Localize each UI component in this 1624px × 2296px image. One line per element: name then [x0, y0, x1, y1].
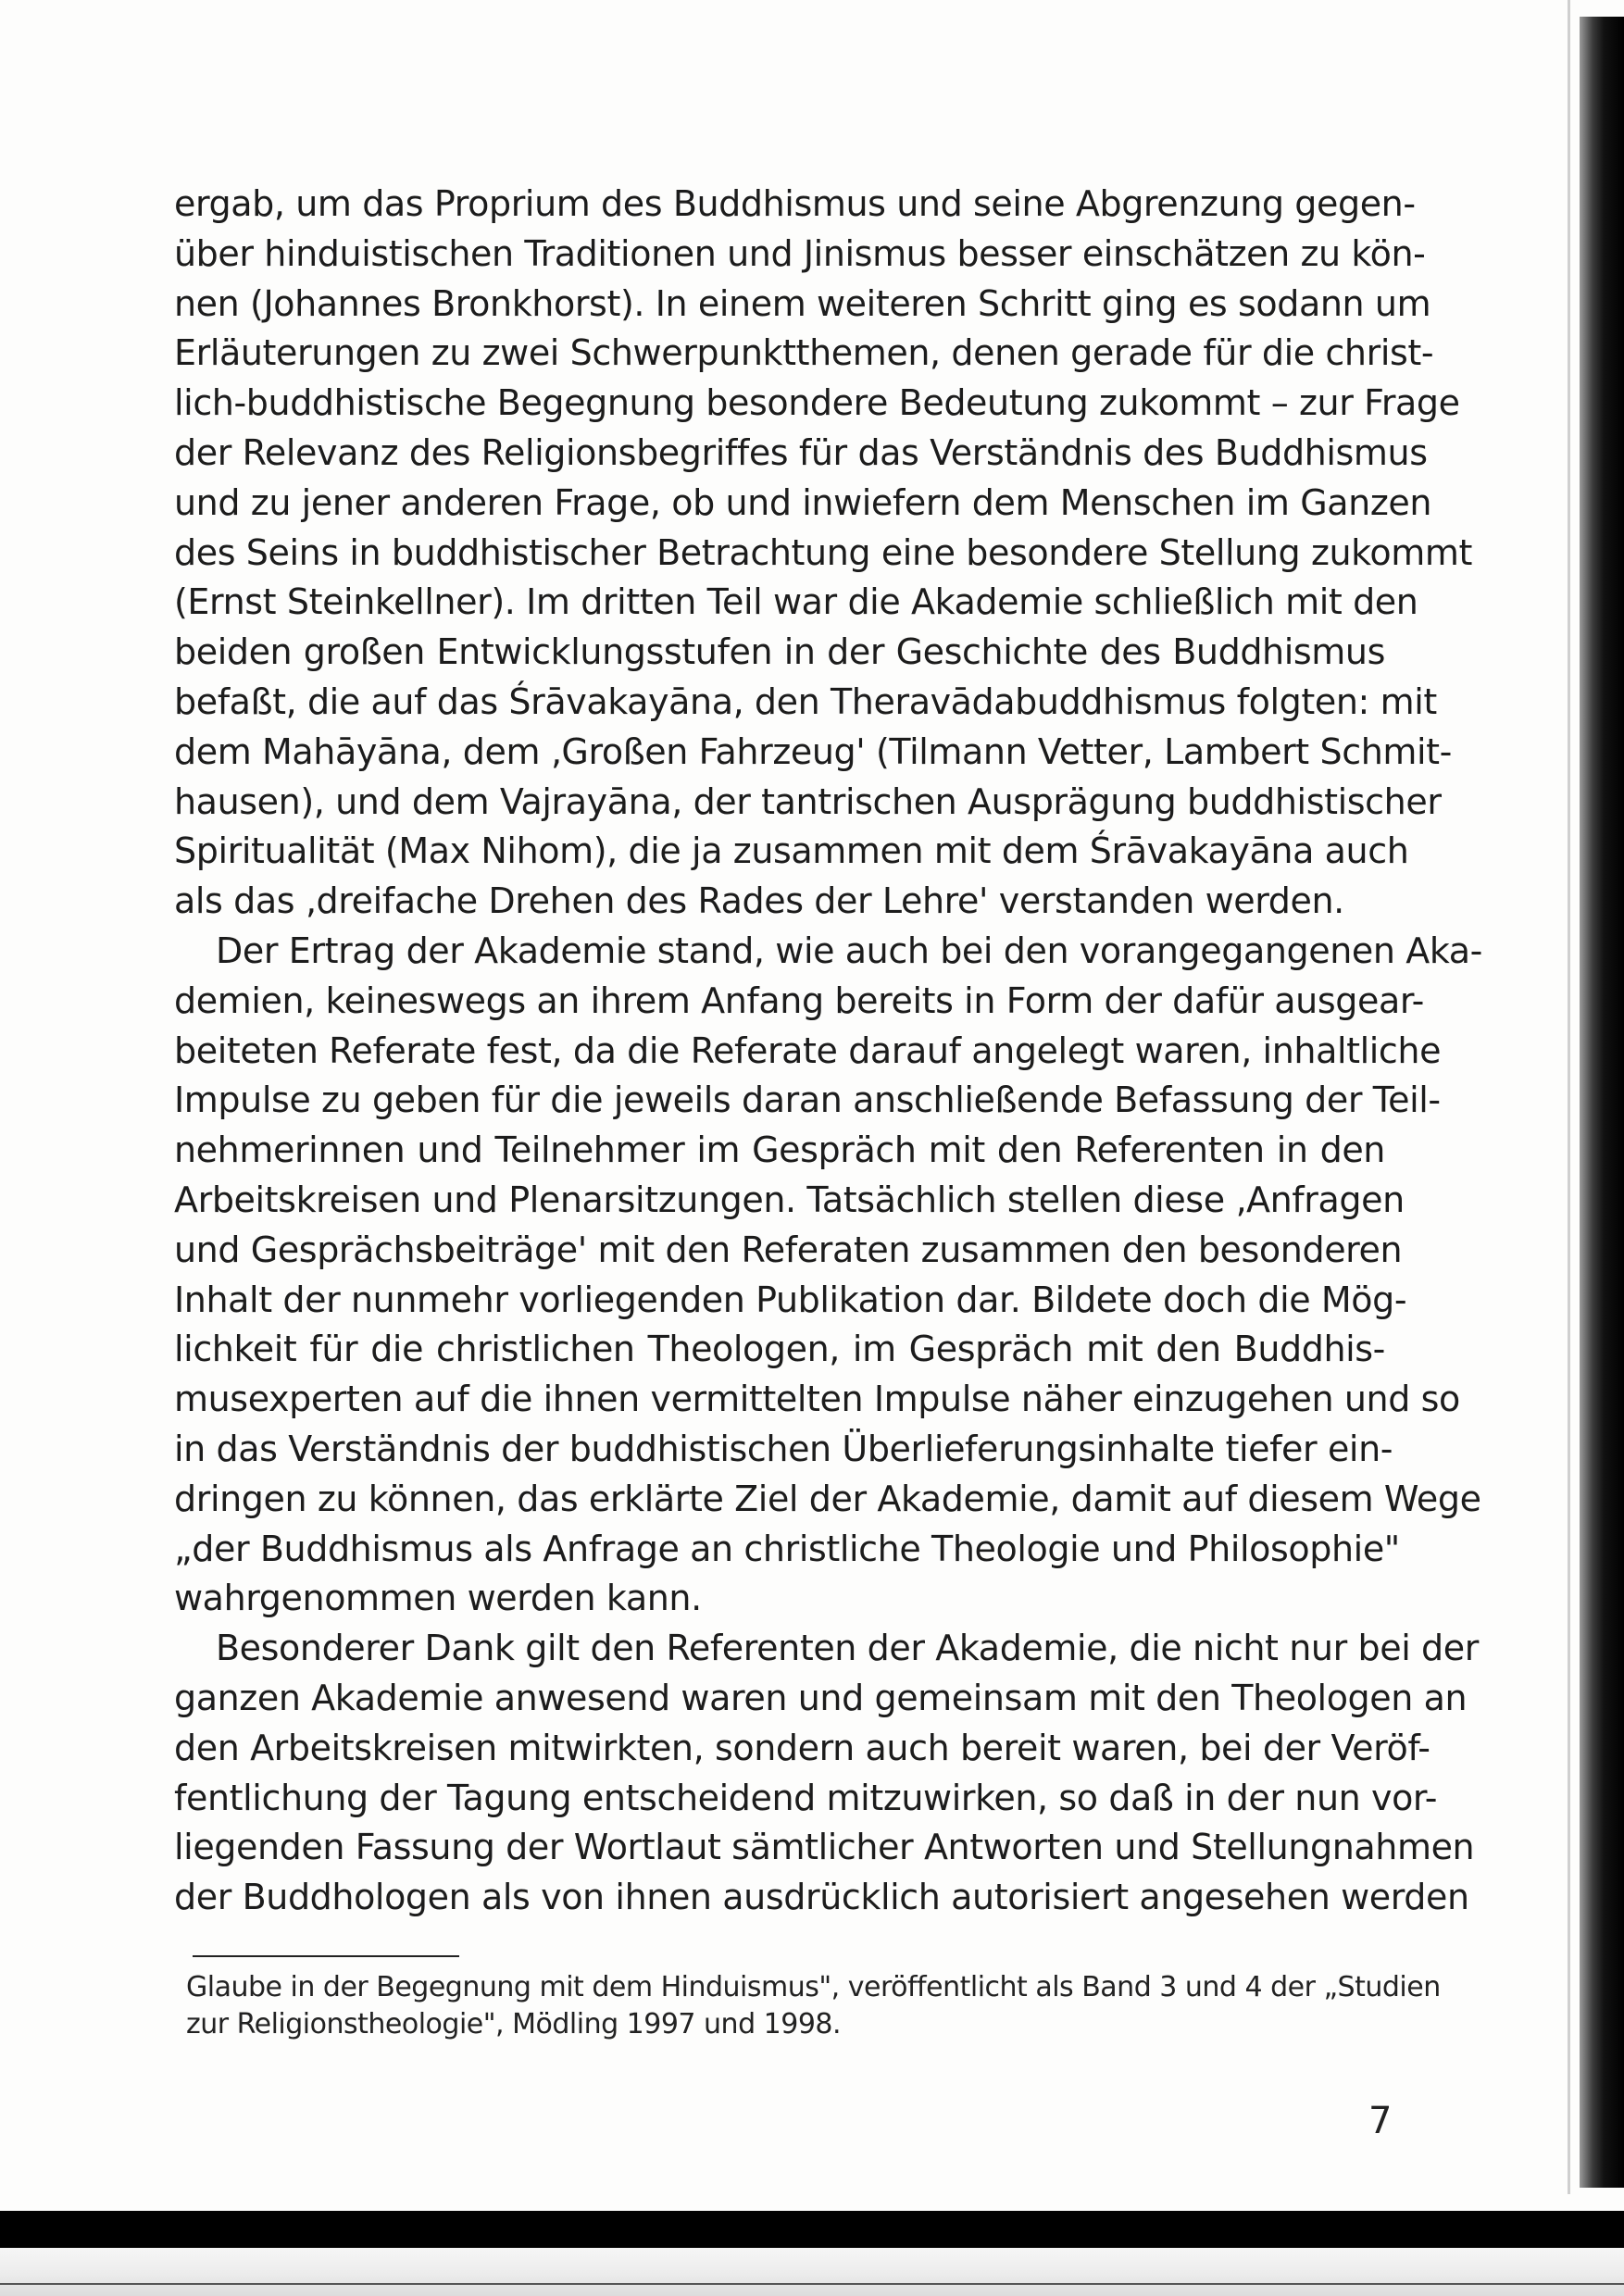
text-line: lichkeit für die christlichen Theologen, im Gespräch mit den Buddhis-: [174, 1329, 1385, 1370]
text-line: Arbeitskreisen und Plenarsitzungen. Tatsächlich stellen diese ‚Anfragen: [174, 1179, 1405, 1220]
text-line: Spiritualität (Max Nihom), die ja zusammen mit dem Śrāvakayāna auch: [174, 830, 1409, 872]
page-number: 7: [1368, 2100, 1393, 2142]
text-line: Der Ertrag der Akademie stand, wie auch bei den vorangegangenen Aka-: [216, 930, 1482, 971]
text-line: über hinduistischen Traditionen und Jinismus besser einschätzen zu kön-: [174, 232, 1426, 274]
text-line: als das ‚dreifache Drehen des Rades der Lehre' verstanden werden.: [174, 880, 1344, 922]
text-line: befaßt, die auf das Śrāvakayāna, den Theravādabuddhismus folgten: mit: [174, 680, 1437, 722]
footnote-rule: [193, 1955, 459, 1957]
text-line: „der Buddhismus als Anfrage an christliche Theologie und Philosophie": [174, 1528, 1400, 1569]
text-line: des Seins in buddhistischer Betrachtung eine besondere Stellung zukommt: [174, 531, 1473, 573]
text-line: ganzen Akademie anwesend waren und gemeinsam mit den Theologen an: [174, 1677, 1468, 1718]
text-line: in das Verständnis der buddhistischen Überlieferungsinhalte tiefer ein-: [174, 1428, 1393, 1469]
text-line: beiteten Referate fest, da die Referate darauf angelegt waren, inhaltliche: [174, 1029, 1442, 1071]
text-line: musexperten auf die ihnen vermittelten Impulse näher einzugehen und so: [174, 1379, 1460, 1420]
text-line: demien, keineswegs an ihrem Anfang bereits in Form der dafür ausgear-: [174, 980, 1424, 1021]
text-line: hausen), und dem Vajrayāna, der tantrischen Ausprägung buddhistischer: [174, 780, 1442, 822]
text-line: lich-buddhistische Begegnung besondere Bedeutung zukommt – zur Frage: [174, 382, 1460, 424]
scan-bottom-shadow: [0, 2211, 1624, 2248]
text-line: dem Mahāyāna, dem ‚Großen Fahrzeug' (Tilmann Vetter, Lambert Schmit-: [174, 730, 1452, 772]
text-line: dringen zu können, das erklärte Ziel der Akademie, damit auf diesem Wege: [174, 1478, 1481, 1519]
scan-edge-line: [1568, 0, 1570, 2194]
body-text: [174, 180, 1482, 1923]
footnote: [186, 1969, 1441, 2043]
footnote-line: zur Religionstheologie", Mödling 1997 und 1998.: [186, 2008, 842, 2040]
scan-bottom-line: [0, 2283, 1624, 2285]
text-line: nen (Johannes Bronkhorst). In einem weiteren Schritt ging es sodann um: [174, 282, 1431, 324]
text-line: und Gesprächsbeiträge' mit den Referaten zusammen den besonderen: [174, 1229, 1403, 1270]
footnote-line: Glaube in der Begegnung mit dem Hinduismus", veröffentlicht als Band 3 und 4 der „Studien: [186, 1971, 1441, 2003]
text-line: nehmerinnen und Teilnehmer im Gespräch mit den Referenten in den: [174, 1129, 1385, 1171]
text-line: (Ernst Steinkellner). Im dritten Teil war die Akademie schließlich mit den: [174, 581, 1418, 623]
text-line: wahrgenommen werden kann.: [174, 1578, 702, 1619]
text-line: der Relevanz des Religionsbegriffes für das Verständnis des Buddhismus: [174, 431, 1428, 473]
text-line: ergab, um das Proprium des Buddhismus und seine Abgrenzung gegen-: [174, 183, 1416, 224]
text-line: Impulse zu geben für die jeweils daran anschließende Befassung der Teil-: [174, 1079, 1441, 1121]
text-line: fentlichung der Tagung entscheidend mitzuwirken, so daß in der nun vor-: [174, 1777, 1438, 1818]
text-line: Erläuterungen zu zwei Schwerpunktthemen, denen gerade für die christ-: [174, 332, 1434, 374]
text-line: beiden großen Entwicklungsstufen in der Geschichte des Buddhismus: [174, 631, 1385, 673]
text-line: den Arbeitskreisen mitwirkten, sondern auch bereit waren, bei der Veröf-: [174, 1727, 1430, 1768]
text-line: der Buddhologen als von ihnen ausdrücklich autorisiert angesehen werden: [174, 1877, 1469, 1918]
text-line: Inhalt der nunmehr vorliegenden Publikation dar. Bildete doch die Mög-: [174, 1279, 1407, 1320]
scan-right-shadow: [1580, 17, 1624, 2188]
text-line: Besonderer Dank gilt den Referenten der Akademie, die nicht nur bei der: [216, 1628, 1479, 1669]
text-line: und zu jener anderen Frage, ob und inwiefern dem Menschen im Ganzen: [174, 481, 1432, 523]
scan-bottom-strip: [0, 2248, 1624, 2296]
text-line: liegenden Fassung der Wortlaut sämtlicher Antworten und Stellungnahmen: [174, 1827, 1475, 1868]
